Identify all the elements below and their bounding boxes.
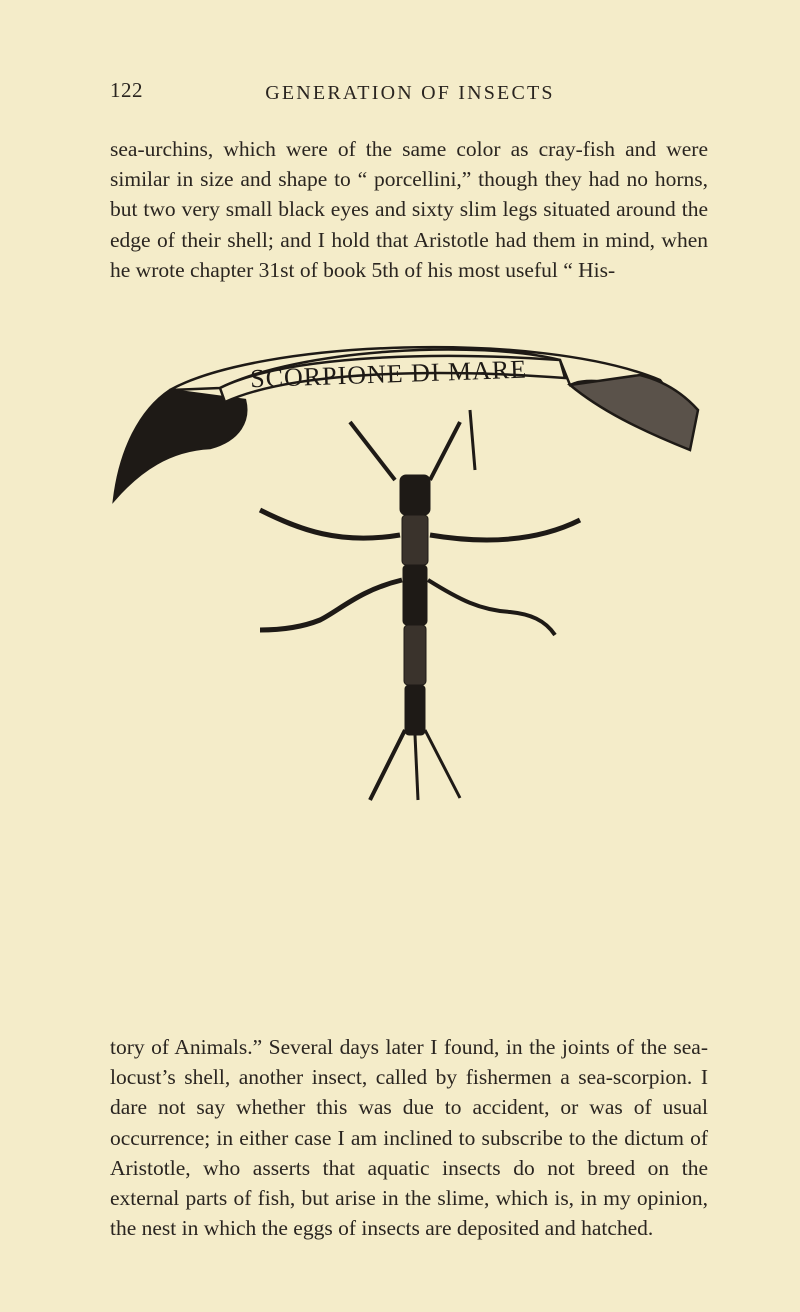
page-header bbox=[110, 78, 710, 112]
page-number: 122 bbox=[110, 78, 143, 102]
insect-body bbox=[260, 410, 580, 800]
running-head: GENERATION OF INSECTS bbox=[265, 82, 555, 104]
banner-caption: SCORPIONE DI MARE bbox=[249, 354, 528, 394]
paragraph-top: sea-urchins, which were of the same color as cray-fish and were similar in size and shape to “ porcellini,” though they had no horns, but two very small black eyes and sixty slim legs situated around the edge of their shell; and I hold that Aristotle had them in mind, when he wrote chapter 31st of book 5th of his most useful “ His- bbox=[110, 137, 708, 282]
paragraph-bottom: tory of Animals.” Several days later I found, in the joints of the sea-locust’s shell, another insect, called by fishermen a sea-scorpion. I dare not say whether this was due to accident, or was of usual occurrence; in either case I am inclined to subscribe to the dictum of Aristotle, who asserts that aquatic insects do not breed on the external parts of fish, but arise in the slime, which is, in my opinion, the nest in which the eggs of insects are deposited and hatched. bbox=[110, 1035, 708, 1241]
sea-scorpion-illustration bbox=[100, 330, 710, 810]
